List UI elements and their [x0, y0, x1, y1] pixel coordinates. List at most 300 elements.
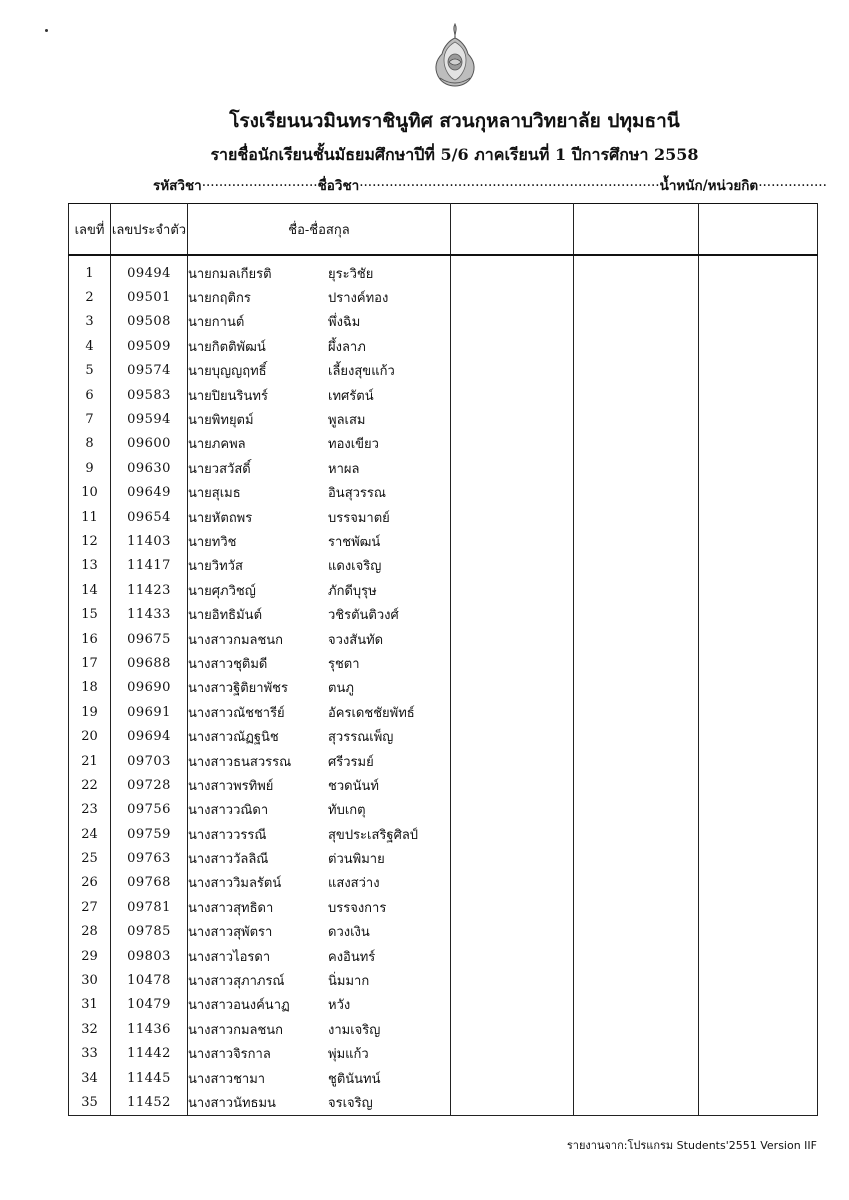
blank-cell: [451, 554, 574, 578]
blank-cell: [574, 968, 699, 992]
first-name: นายหัตถพร: [188, 510, 253, 526]
school-emblem-icon: [432, 22, 478, 88]
table-row: [69, 602, 818, 626]
student-id: 09781: [111, 895, 188, 919]
table-row: [69, 359, 818, 383]
blank-cell: [574, 602, 699, 626]
school-title: โรงเรียนนวมินทราชินูทิศ สวนกุหลาบวิทยาลัย ปทุมธานี: [229, 110, 680, 132]
student-name: [188, 554, 451, 578]
first-name: นายสุเมธ: [188, 486, 241, 502]
blank-cell: [574, 456, 699, 480]
table-row: [69, 822, 818, 846]
last-name: แสงสว่าง: [328, 876, 380, 892]
student-name: [188, 920, 451, 944]
blank-cell: [574, 993, 699, 1017]
blank-cell: [451, 407, 574, 431]
last-name: ยุระวิชัย: [328, 266, 374, 282]
first-name: นายอิทธิมันต์: [188, 608, 263, 624]
student-name: [188, 993, 451, 1017]
table-row: [69, 481, 818, 505]
blank-cell: [574, 1017, 699, 1041]
first-name: นางสาววัลลิณี: [188, 852, 269, 868]
student-id: 09675: [111, 627, 188, 651]
blank-cell: [451, 944, 574, 968]
last-name: นิ่มมาก: [328, 974, 370, 990]
student-name: [188, 871, 451, 895]
first-name: นางสาวอนงค์นาฏ: [188, 998, 290, 1014]
table-row: [69, 334, 818, 358]
blank-cell: [574, 578, 699, 602]
row-number: 35: [69, 1090, 111, 1115]
last-name: ผึ้งลาภ: [328, 339, 366, 355]
first-name: นางสาวไอรดา: [188, 949, 271, 965]
table-row: [69, 968, 818, 992]
first-name: นางสาวธนสวรรณ: [188, 754, 292, 770]
subject-name-blank: ......................................................................: [359, 174, 660, 190]
last-name: อัครเดชชัยพัทธ์: [328, 705, 415, 721]
table-row: [69, 1017, 818, 1041]
last-name: ชวดนันท์: [328, 778, 379, 794]
student-id: 09728: [111, 773, 188, 797]
row-number: 21: [69, 749, 111, 773]
last-name: รุชตา: [328, 656, 360, 672]
row-number: 11: [69, 505, 111, 529]
blank-cell: [699, 554, 818, 578]
table-row: [69, 627, 818, 651]
blank-cell: [451, 1042, 574, 1066]
blank-cell: [699, 578, 818, 602]
blank-cell: [451, 359, 574, 383]
blank-cell: [574, 651, 699, 675]
last-name: อินสุวรรณ: [328, 486, 386, 502]
row-number: 24: [69, 822, 111, 846]
blank-cell: [699, 261, 818, 285]
blank-cell: [699, 724, 818, 748]
blank-cell: [699, 846, 818, 870]
first-name: นายพิทยุตม์: [188, 413, 254, 429]
table-row: [69, 895, 818, 919]
blank-cell: [699, 505, 818, 529]
student-name: [188, 285, 451, 309]
student-name: [188, 749, 451, 773]
table-row: [69, 1066, 818, 1090]
student-id: 09690: [111, 676, 188, 700]
row-number: 17: [69, 651, 111, 675]
row-number: 4: [69, 334, 111, 358]
row-number: 27: [69, 895, 111, 919]
row-number: 1: [69, 261, 111, 285]
row-number: 14: [69, 578, 111, 602]
row-number: 31: [69, 993, 111, 1017]
blank-cell: [451, 700, 574, 724]
student-name: [188, 261, 451, 285]
row-number: 5: [69, 359, 111, 383]
student-id: 09649: [111, 481, 188, 505]
student-name: [188, 383, 451, 407]
student-name: [188, 334, 451, 358]
blank-cell: [451, 1066, 574, 1090]
table-row: [69, 1042, 818, 1066]
first-name: นางสาวสุภาภรณ์: [188, 974, 285, 990]
row-number: 12: [69, 529, 111, 553]
first-name: นายกฤติกร: [188, 291, 251, 307]
last-name: เลี้ยงสุขแก้ว: [328, 364, 395, 380]
table-row: [69, 383, 818, 407]
table-row: [69, 871, 818, 895]
student-id: 09803: [111, 944, 188, 968]
blank-cell: [451, 261, 574, 285]
blank-cell: [451, 310, 574, 334]
blank-cell: [699, 285, 818, 309]
row-number: 15: [69, 602, 111, 626]
row-number: 20: [69, 724, 111, 748]
last-name: แดงเจริญ: [328, 559, 382, 575]
last-name: ต่วนพิมาย: [328, 852, 385, 868]
first-name: นางสาววิมลรัตน์: [188, 876, 282, 892]
student-name: [188, 407, 451, 431]
table-row: [69, 676, 818, 700]
blank-cell: [699, 895, 818, 919]
student-name: [188, 1017, 451, 1041]
table-row: [69, 529, 818, 553]
first-name: นางสาวนัทธมน: [188, 1095, 276, 1111]
student-name: [188, 968, 451, 992]
student-name: [188, 578, 451, 602]
blank-cell: [699, 1042, 818, 1066]
column-header-blank-1: [451, 204, 574, 256]
first-name: นางสาวชามา: [188, 1071, 266, 1087]
student-name: [188, 627, 451, 651]
student-id: 09630: [111, 456, 188, 480]
student-name: [188, 822, 451, 846]
first-name: นายศุภวิชญ์: [188, 583, 256, 599]
table-row: [69, 798, 818, 822]
blank-cell: [574, 700, 699, 724]
student-name: [188, 895, 451, 919]
blank-cell: [451, 1017, 574, 1041]
student-id: 09501: [111, 285, 188, 309]
blank-cell: [451, 627, 574, 651]
blank-cell: [451, 505, 574, 529]
student-name: [188, 773, 451, 797]
student-id: 09756: [111, 798, 188, 822]
first-name: นางสาวชุติมดี: [188, 656, 268, 672]
blank-cell: [574, 505, 699, 529]
table-row: [69, 456, 818, 480]
student-name: [188, 700, 451, 724]
blank-cell: [699, 383, 818, 407]
blank-cell: [451, 456, 574, 480]
blank-cell: [699, 432, 818, 456]
blank-cell: [451, 334, 574, 358]
blank-cell: [451, 895, 574, 919]
student-id: 11445: [111, 1066, 188, 1090]
table-row: [69, 944, 818, 968]
student-name: [188, 1090, 451, 1115]
blank-cell: [699, 968, 818, 992]
row-number: 6: [69, 383, 111, 407]
blank-cell: [451, 773, 574, 797]
student-id: 09768: [111, 871, 188, 895]
blank-cell: [574, 407, 699, 431]
blank-cell: [574, 432, 699, 456]
row-number: 19: [69, 700, 111, 724]
row-number: 13: [69, 554, 111, 578]
table-row: [69, 554, 818, 578]
column-header-student-id: เลขประจำตัว: [111, 204, 188, 256]
row-number: 23: [69, 798, 111, 822]
student-name: [188, 432, 451, 456]
student-name: [188, 676, 451, 700]
blank-cell: [451, 749, 574, 773]
blank-cell: [574, 285, 699, 309]
blank-cell: [699, 920, 818, 944]
blank-cell: [574, 1066, 699, 1090]
last-name: พูลเสม: [328, 413, 366, 429]
last-name: ศรีวรมย์: [328, 754, 374, 770]
last-name: คงอินทร์: [328, 949, 376, 965]
blank-cell: [699, 1066, 818, 1090]
student-id: 09763: [111, 846, 188, 870]
student-id: 11403: [111, 529, 188, 553]
row-number: 10: [69, 481, 111, 505]
last-name: ทับเกตุ: [328, 803, 366, 819]
last-name: บรรจมาตย์: [328, 510, 390, 526]
row-number: 3: [69, 310, 111, 334]
subject-code-label: รหัสวิชา: [153, 178, 202, 194]
first-name: นายวสวัสดิ์: [188, 461, 251, 477]
blank-cell: [451, 432, 574, 456]
blank-cell: [574, 334, 699, 358]
table-row: [69, 700, 818, 724]
student-id: 09688: [111, 651, 188, 675]
student-name: [188, 651, 451, 675]
blank-cell: [451, 602, 574, 626]
blank-cell: [451, 822, 574, 846]
blank-cell: [699, 676, 818, 700]
table-row: [69, 993, 818, 1017]
student-name: [188, 529, 451, 553]
blank-cell: [574, 261, 699, 285]
column-header-blank-2: [574, 204, 699, 256]
row-number: 8: [69, 432, 111, 456]
row-number: 26: [69, 871, 111, 895]
blank-cell: [574, 310, 699, 334]
last-name: ราชพัฒน์: [328, 534, 381, 550]
column-header-name: ชื่อ-ชื่อสกุล: [188, 204, 451, 256]
first-name: นายบุญญฤทธิ์: [188, 364, 267, 380]
table-row: [69, 505, 818, 529]
table-header-row: [69, 204, 818, 256]
first-name: นางสาวณัฏฐนิช: [188, 730, 279, 746]
blank-cell: [451, 529, 574, 553]
table-row: [69, 578, 818, 602]
blank-cell: [451, 968, 574, 992]
table-row: [69, 773, 818, 797]
blank-cell: [699, 334, 818, 358]
table-row: [69, 261, 818, 285]
table-row: [69, 846, 818, 870]
blank-cell: [451, 1090, 574, 1115]
row-number: 28: [69, 920, 111, 944]
blank-cell: [574, 359, 699, 383]
blank-cell: [574, 554, 699, 578]
student-id: 09594: [111, 407, 188, 431]
blank-cell: [699, 627, 818, 651]
blank-cell: [699, 773, 818, 797]
first-name: นางสาววรรณี: [188, 827, 267, 843]
student-id: 09759: [111, 822, 188, 846]
student-id: 09583: [111, 383, 188, 407]
first-name: นายกมลเกียรติ: [188, 266, 272, 282]
table-row: [69, 407, 818, 431]
last-name: ภักดีบุรุษ: [328, 583, 377, 599]
student-id: 09654: [111, 505, 188, 529]
report-footer: รายงานจาก:โปรแกรม Students'2551 Version IIF: [566, 1139, 817, 1152]
blank-cell: [699, 822, 818, 846]
first-name: นางสาวสุทธิดา: [188, 900, 274, 916]
table-row: [69, 285, 818, 309]
subject-fields: [153, 174, 827, 196]
last-name: ทองเขียว: [328, 437, 379, 453]
table-row: [69, 724, 818, 748]
student-name: [188, 846, 451, 870]
first-name: นางสาวฐิติยาพัชร: [188, 681, 288, 697]
student-id: 09574: [111, 359, 188, 383]
blank-cell: [699, 310, 818, 334]
table-row: [69, 651, 818, 675]
blank-cell: [451, 578, 574, 602]
student-id: 11433: [111, 602, 188, 626]
table-row: [69, 432, 818, 456]
first-name: นายปิยนรินทร์: [188, 388, 268, 404]
blank-cell: [574, 627, 699, 651]
student-name: [188, 724, 451, 748]
row-number: 29: [69, 944, 111, 968]
row-number: 22: [69, 773, 111, 797]
student-id: 11442: [111, 1042, 188, 1066]
blank-cell: [574, 920, 699, 944]
column-header-blank-3: [699, 204, 818, 256]
student-id: 09785: [111, 920, 188, 944]
row-number: 25: [69, 846, 111, 870]
weight-blank: ................: [758, 174, 827, 190]
blank-cell: [574, 749, 699, 773]
first-name: นายกิตติพัฒน์: [188, 339, 266, 355]
student-id: 09694: [111, 724, 188, 748]
blank-cell: [574, 529, 699, 553]
blank-cell: [699, 456, 818, 480]
first-name: นายวิทวัส: [188, 559, 243, 575]
blank-cell: [574, 676, 699, 700]
blank-cell: [574, 1042, 699, 1066]
last-name: งามเจริญ: [328, 1022, 381, 1038]
student-name: [188, 481, 451, 505]
last-name: หวัง: [328, 998, 351, 1014]
blank-cell: [699, 798, 818, 822]
row-number: 34: [69, 1066, 111, 1090]
class-subtitle: รายชื่อนักเรียนชั้นมัธยมศึกษาปีที่ 5/6 ภาคเรียนที่ 1 ปีการศึกษา 2558: [210, 145, 699, 164]
student-name: [188, 1066, 451, 1090]
first-name: นางสาวกมลชนก: [188, 632, 284, 648]
last-name: จรเจริญ: [328, 1095, 373, 1111]
blank-cell: [451, 798, 574, 822]
blank-cell: [699, 651, 818, 675]
last-name: ปรางค์ทอง: [328, 291, 389, 307]
blank-cell: [451, 285, 574, 309]
student-id: 09600: [111, 432, 188, 456]
table-row: [69, 1090, 818, 1115]
table-row: [69, 749, 818, 773]
blank-cell: [699, 944, 818, 968]
blank-cell: [574, 383, 699, 407]
blank-cell: [574, 822, 699, 846]
last-name: พุ่มแก้ว: [328, 1047, 369, 1063]
blank-cell: [451, 651, 574, 675]
blank-cell: [699, 1017, 818, 1041]
last-name: บรรจงการ: [328, 900, 387, 916]
table-row: [69, 920, 818, 944]
blank-cell: [574, 481, 699, 505]
student-name: [188, 944, 451, 968]
student-name: [188, 310, 451, 334]
blank-cell: [699, 407, 818, 431]
first-name: นางสาววณิดา: [188, 803, 269, 819]
blank-cell: [699, 700, 818, 724]
last-name: ดวงเงิน: [328, 925, 370, 941]
first-name: นางสาวกมลชนก: [188, 1022, 284, 1038]
last-name: เทศรัตน์: [328, 388, 374, 404]
row-number: 33: [69, 1042, 111, 1066]
last-name: สุขประเสริฐศิลป์: [328, 827, 419, 843]
blank-cell: [699, 602, 818, 626]
blank-cell: [574, 944, 699, 968]
last-name: วชิรตันติวงศ์: [328, 608, 399, 624]
student-name: [188, 798, 451, 822]
first-name: นายภคพล: [188, 437, 246, 453]
blank-cell: [699, 749, 818, 773]
row-number: 9: [69, 456, 111, 480]
first-name: นายทวิช: [188, 534, 237, 550]
last-name: สุวรรณเพ็ญ: [328, 730, 394, 746]
student-name: [188, 1042, 451, 1066]
blank-cell: [451, 871, 574, 895]
blank-cell: [451, 383, 574, 407]
student-id: 09508: [111, 310, 188, 334]
student-id: 09691: [111, 700, 188, 724]
blank-cell: [699, 359, 818, 383]
first-name: นางสาวพรทิพย์: [188, 778, 274, 794]
row-number: 32: [69, 1017, 111, 1041]
blank-cell: [451, 676, 574, 700]
blank-cell: [574, 895, 699, 919]
blank-cell: [451, 993, 574, 1017]
blank-cell: [451, 724, 574, 748]
student-id: 11452: [111, 1090, 188, 1115]
first-name: นางสาวจิรกาล: [188, 1047, 271, 1063]
student-name: [188, 505, 451, 529]
blank-cell: [699, 993, 818, 1017]
blank-cell: [574, 871, 699, 895]
student-id: 11436: [111, 1017, 188, 1041]
last-name: ชูตินันทน์: [328, 1071, 381, 1087]
subject-name-label: ชื่อวิชา: [317, 178, 360, 194]
blank-cell: [699, 871, 818, 895]
student-id: 09494: [111, 261, 188, 285]
student-name: [188, 456, 451, 480]
blank-cell: [574, 1090, 699, 1115]
row-number: 30: [69, 968, 111, 992]
